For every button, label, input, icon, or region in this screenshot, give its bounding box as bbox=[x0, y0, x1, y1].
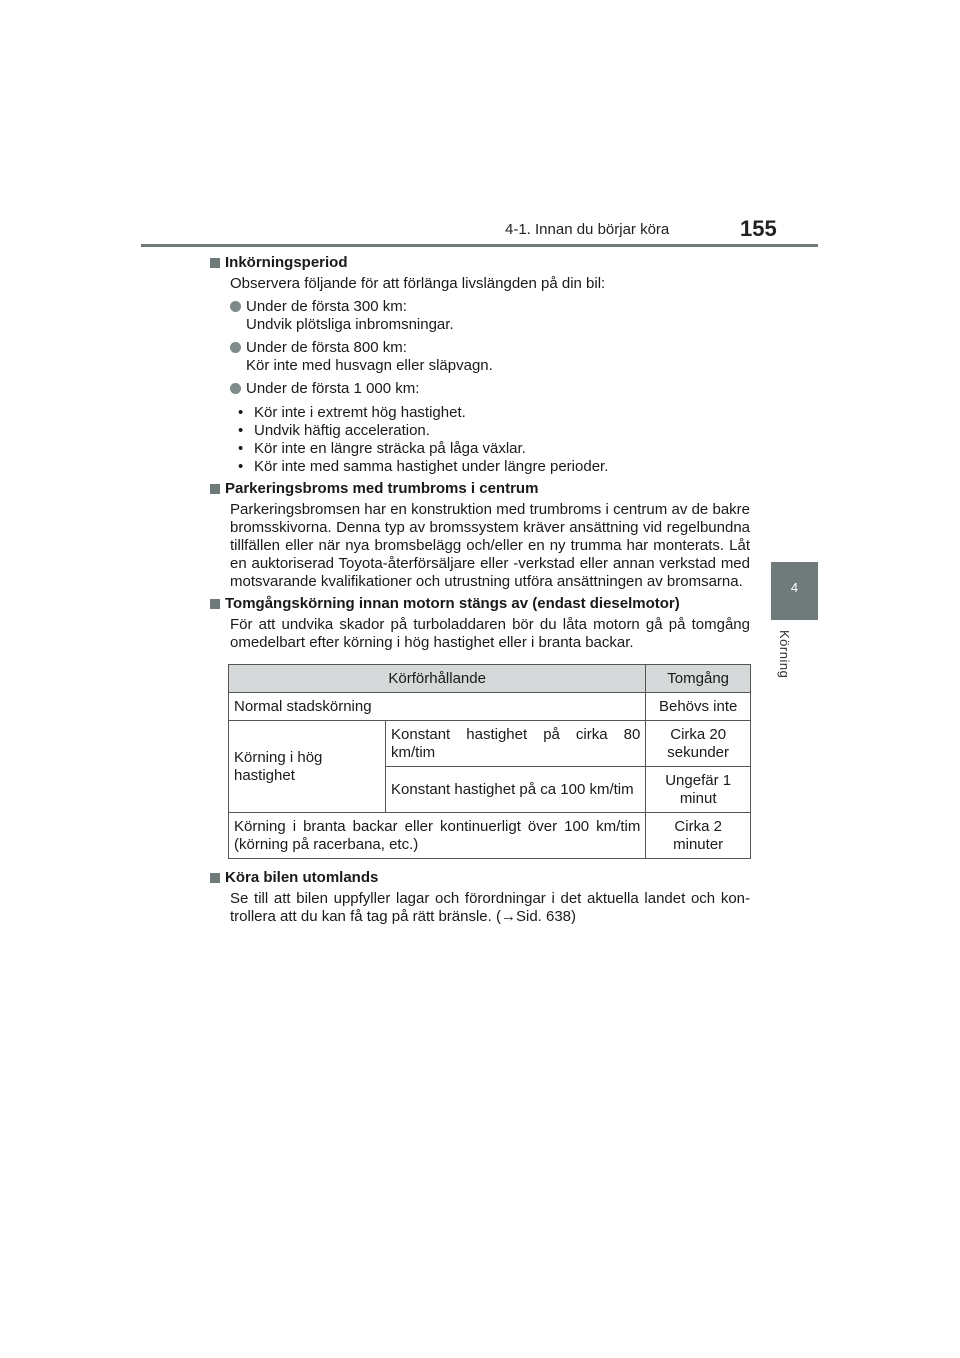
table-cell: Konstant hastighet på cirka 80 km/tim bbox=[386, 721, 646, 767]
table-cell: Konstant hastighet på ca 100 km/tim bbox=[386, 767, 646, 813]
circle-bullet-icon bbox=[230, 301, 241, 312]
table-cell: Cirka 2 minuter bbox=[646, 813, 751, 859]
sub-list-item: • Kör inte i extremt hög hastighet. bbox=[238, 404, 466, 421]
sub-list-item: • Undvik häftig acceleration. bbox=[238, 422, 430, 439]
square-bullet-icon bbox=[210, 258, 220, 268]
section-inkorning bbox=[210, 254, 750, 476]
section-title: Tomgångskörning innan motorn stängs av (endast dieselmotor) bbox=[210, 595, 750, 613]
sub-list-item: • Kör inte en längre sträcka på låga växlar. bbox=[238, 440, 526, 457]
list-item: Under de första 1 000 km: bbox=[230, 380, 750, 398]
page-number: 155 bbox=[740, 216, 777, 241]
table-cell: Cirka 20 sekunder bbox=[646, 721, 751, 767]
header-title: 4-1. Innan du börjar köra bbox=[505, 221, 670, 238]
sub-list-item: • Kör inte med samma hastighet under längre perioder. bbox=[238, 458, 609, 475]
table-header-cell: Tomgång bbox=[646, 665, 751, 693]
list-item: Under de första 800 km: Kör inte med husvagn eller släpvagn. bbox=[230, 339, 750, 375]
table-cell: Behövs inte bbox=[646, 693, 751, 721]
circle-bullet-icon bbox=[230, 383, 241, 394]
table-cell: Körning i hög hastighet bbox=[229, 721, 386, 813]
chapter-tab bbox=[771, 562, 818, 620]
table-header-cell: Körförhållande bbox=[229, 665, 646, 693]
square-bullet-icon bbox=[210, 599, 220, 609]
section-title: Parkeringsbroms med trumbroms i centrum bbox=[210, 480, 750, 498]
section-intro: Observera följande för att förlänga livslängden på din bil: bbox=[230, 275, 606, 292]
section-text: För att undvika skador på turboladdaren bör du låta motorn gå på tomgång omedelbart efter körning i hög hastighet eller i branta backar. bbox=[230, 616, 750, 651]
table-cell: Ungefär 1 minut bbox=[646, 767, 751, 813]
table-header-row bbox=[229, 665, 751, 693]
chapter-label: Körning bbox=[777, 630, 792, 679]
circle-bullet-icon bbox=[230, 342, 241, 353]
table-cell: Körning i branta backar eller kontinuerligt över 100 km/tim (körning på racerbana, etc.) bbox=[229, 813, 646, 859]
section-title: Inkörningsperiod bbox=[210, 254, 750, 272]
page-content bbox=[210, 254, 750, 926]
section-text: Parkeringsbromsen har en konstruktion med trumbroms i centrum av de bakre bromsskivorna. Denna typ av bromssystem kräver ansättning vid regelbundna tillfällen eller när nya bromsbelägg och/eller en ny trumma har monterats. Låt en auktoriserad Toyota-återförsäljare eller -verkstad eller annan verkstad med motsvarande kvalifikationer och utrustning utföra ansättningen av bromsarna. bbox=[230, 501, 750, 590]
table-row bbox=[229, 813, 751, 859]
section-tomgang bbox=[210, 595, 750, 652]
table-row bbox=[229, 693, 751, 721]
header-rule bbox=[141, 244, 818, 247]
section-parkering bbox=[210, 480, 750, 591]
section-title: Köra bilen utomlands bbox=[210, 869, 750, 887]
square-bullet-icon bbox=[210, 484, 220, 494]
section-utomlands bbox=[210, 869, 750, 926]
section-text: Se till att bilen uppfyller lagar och förordningar i det aktuella landet och kon-trollera att du kan få tag på rätt bränsle. (→Sid. 638) bbox=[230, 890, 750, 925]
list-item: Under de första 300 km: Undvik plötsliga inbromsningar. bbox=[230, 298, 750, 334]
chapter-number: 4 bbox=[790, 580, 799, 595]
sub-list bbox=[238, 404, 750, 476]
idle-table bbox=[228, 664, 751, 859]
table-cell: Normal stadskörning bbox=[229, 693, 646, 721]
table-row bbox=[229, 721, 751, 767]
square-bullet-icon bbox=[210, 873, 220, 883]
